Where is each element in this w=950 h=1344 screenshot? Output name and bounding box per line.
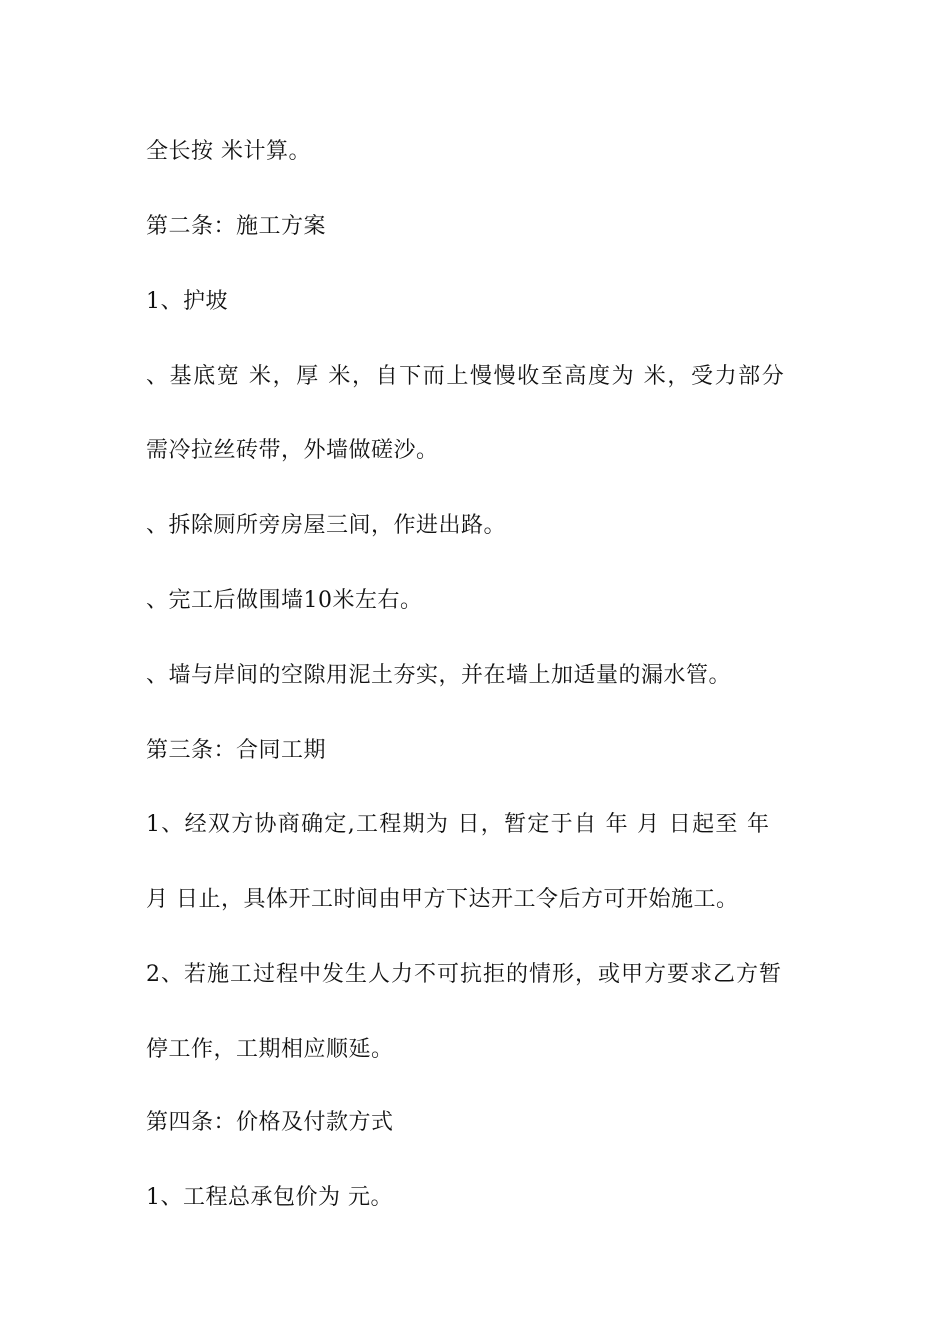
section-heading-article-2: 第二条：施工方案 bbox=[146, 214, 327, 239]
text-line-total-length: 全长按 米计算。 bbox=[146, 139, 311, 164]
text-line-schedule-1a: 1、经双方协商确定,工程期为 日，暂定于自 年 月 日起至 年 bbox=[146, 812, 771, 837]
text-line-schedule-1b: 月 日止，具体开工时间由甲方下达开工令后方可开始施工。 bbox=[146, 887, 739, 912]
text-line-demolish-houses: 、拆除厕所旁房屋三间，作进出路。 bbox=[146, 513, 507, 538]
text-line-enclosure-wall: 、完工后做围墙10米左右。 bbox=[146, 588, 423, 613]
text-line-total-price: 1、工程总承包价为 元。 bbox=[146, 1185, 393, 1210]
text-line-base-width: 、基底宽 米，厚 米，自下而上慢慢收至高度为 米，受力部分 bbox=[146, 364, 786, 389]
text-line-schedule-2b: 停工作，工期相应顺延。 bbox=[146, 1037, 394, 1062]
text-line-gap-fill: 、墙与岸间的空隙用泥土夯实，并在墙上加适量的漏水管。 bbox=[146, 663, 732, 688]
text-line-brick-band: 需冷拉丝砖带，外墙做磋沙。 bbox=[146, 438, 439, 463]
subheading-slope-protection: 1、护坡 bbox=[146, 289, 228, 314]
section-heading-article-4: 第四条：价格及付款方式 bbox=[146, 1110, 394, 1135]
text-line-schedule-2a: 2、若施工过程中发生人力不可抗拒的情形，或甲方要求乙方暂 bbox=[146, 962, 782, 987]
section-heading-article-3: 第三条：合同工期 bbox=[146, 738, 327, 763]
